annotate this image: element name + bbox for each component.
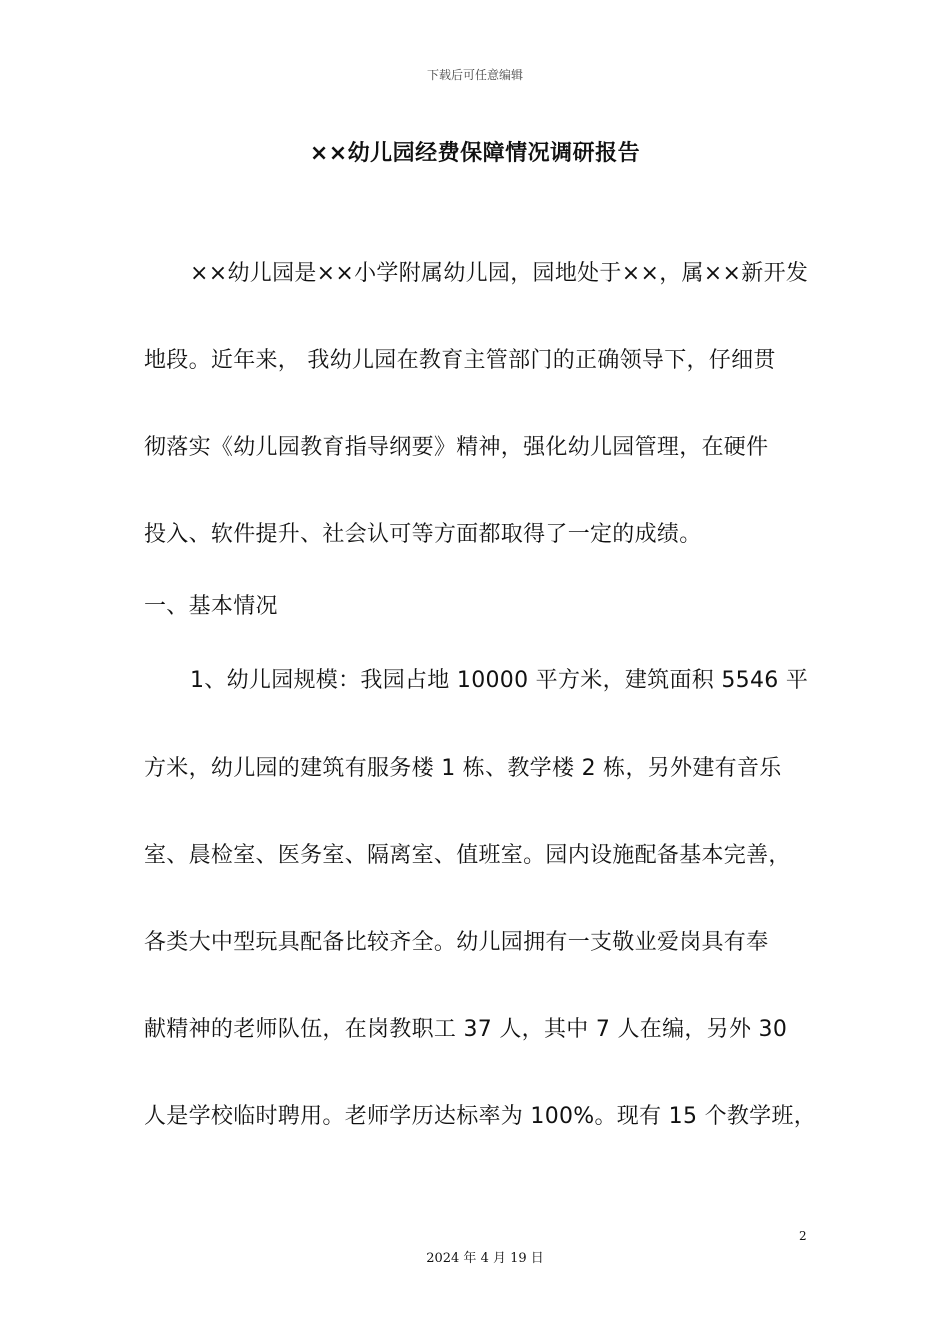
paragraph-line: 人是学校临时聘用。老师学历达标率为 100%。现有 15 个教学班， — [144, 1104, 817, 1129]
section-heading: 一、基本情况 — [144, 594, 278, 619]
paragraph-line: 1、幼儿园规模：我园占地 10000 平方米，建筑面积 5546 平 — [190, 668, 809, 693]
page-number: 2 — [799, 1229, 807, 1243]
paragraph-line: 献精神的老师队伍，在岗教职工 37 人，其中 7 人在编，另外 30 — [144, 1017, 788, 1042]
document-title: ××幼儿园经费保障情况调研报告 — [309, 141, 641, 166]
page-header-note: 下载后可任意编辑 — [426, 68, 523, 82]
paragraph-line: 方米，幼儿园的建筑有服务楼 1 栋、教学楼 2 栋，另外建有音乐 — [144, 756, 782, 781]
paragraph-line: ××幼儿园是××小学附属幼儿园，园地处于××，属××新开发 — [190, 261, 809, 286]
paragraph-line: 彻落实《幼儿园教育指导纲要》精神，强化幼儿园管理，在硬件 — [144, 435, 769, 460]
paragraph-line: 室、晨检室、医务室、隔离室、值班室。园内设施配备基本完善， — [144, 843, 791, 868]
paragraph-line: 各类大中型玩具配备比较齐全。幼儿园拥有一支敬业爱岗具有奉 — [144, 930, 769, 955]
paragraph-line: 地段。近年来， 我幼儿园在教育主管部门的正确领导下，仔细贯 — [144, 348, 776, 373]
footer-date: 2024 年 4 月 19 日 — [426, 1251, 544, 1266]
paragraph-line: 投入、软件提升、社会认可等方面都取得了一定的成绩。 — [144, 522, 702, 547]
